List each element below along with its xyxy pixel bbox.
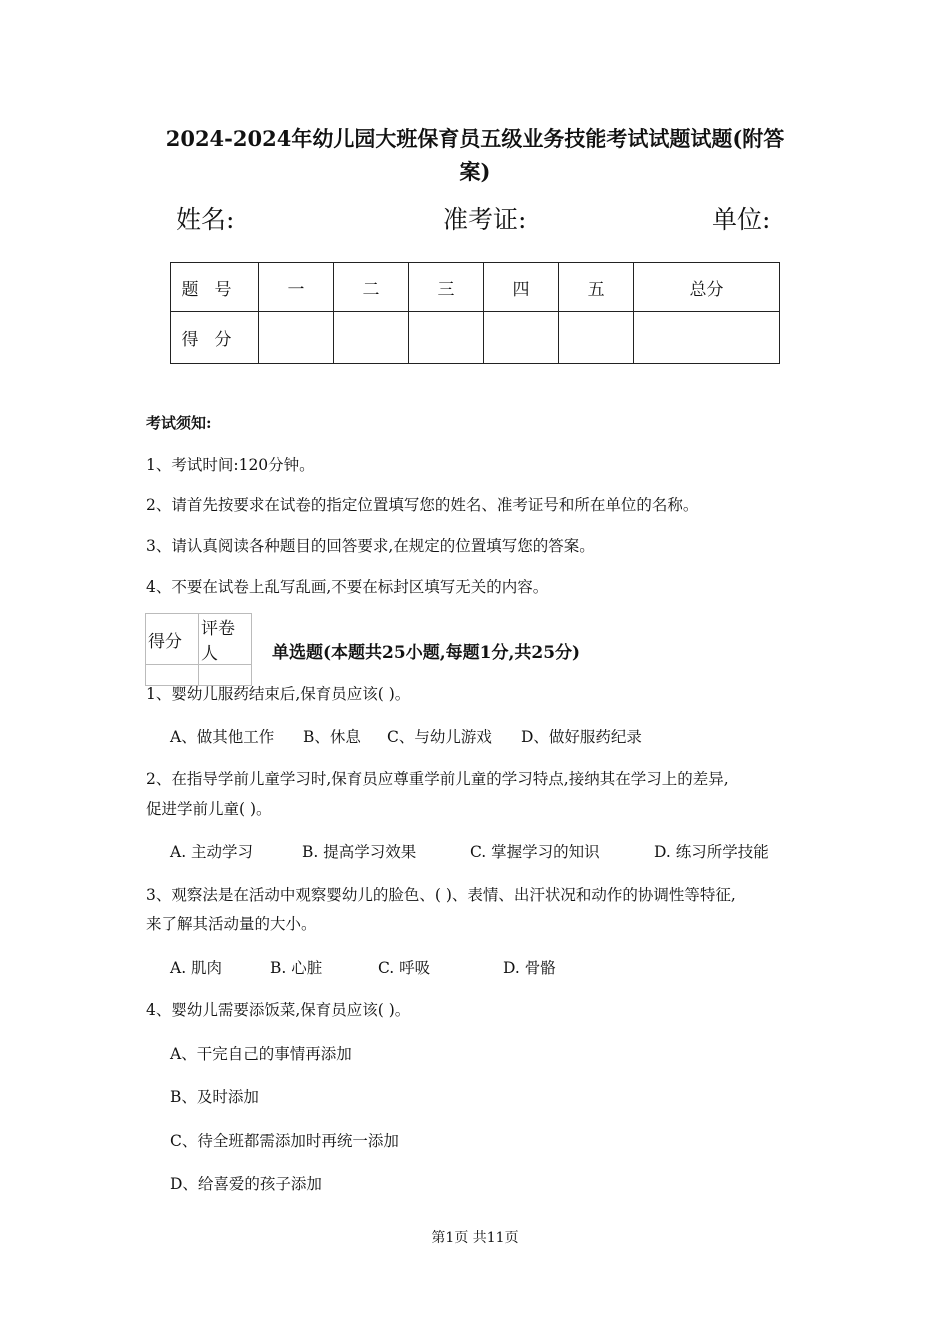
score-table-header-cell: 三 [409,263,484,312]
score-input-cell[interactable] [259,312,334,364]
notice-item: 2、请首先按要求在试卷的指定位置填写您的姓名、准考证号和所在单位的名称。 [146,496,699,514]
score-input-cell[interactable] [409,312,484,364]
question-option: C. 掌握学习的知识 [470,843,600,861]
question-text: 2、在指导学前儿童学习时,保育员应尊重学前儿童的学习特点,接纳其在学习上的差异, [146,770,729,788]
score-table-header-row [171,263,780,312]
question-text: 3、观察法是在活动中观察婴幼儿的脸色、( )、表情、出汗状况和动作的协调性等特征, [146,886,736,904]
score-row-label: 得分 [171,312,259,364]
question-option: A. 肌肉 [170,959,223,977]
score-table-header-cell: 二 [334,263,409,312]
grader-box [145,613,252,686]
page-footer: 第1页 共11页 [431,1230,519,1246]
question-option: D. 骨骼 [503,959,556,977]
score-table-header-cell: 四 [484,263,559,312]
question-option: B、休息 [303,728,361,746]
notice-item: 4、不要在试卷上乱写乱画,不要在标封区填写无关的内容。 [146,578,549,596]
score-input-cell[interactable] [634,312,780,364]
question-option: B、及时添加 [170,1088,259,1106]
score-table-header-cell: 总分 [634,263,780,312]
question-option: C、与幼儿游戏 [387,728,492,746]
notice-heading: 考试须知: [146,414,212,432]
question-option: A、做其他工作 [170,728,275,746]
notice-item: 3、请认真阅读各种题目的回答要求,在规定的位置填写您的答案。 [146,537,595,555]
score-table-header-cell: 一 [259,263,334,312]
question-option: C. 呼吸 [378,959,431,977]
question-option: D、做好服药纪录 [521,728,642,746]
title-line-1: 2024-2024年幼儿园大班保育员五级业务技能考试试题试题(附答 [165,126,785,151]
question-option: A. 主动学习 [170,843,254,861]
name-label: 姓名: [176,205,235,234]
score-input-cell[interactable] [334,312,409,364]
score-input-cell[interactable] [484,312,559,364]
question-option: B. 心脏 [270,959,323,977]
question-text: 来了解其活动量的大小。 [146,915,317,933]
score-table [170,262,780,364]
title-line-2: 案) [459,159,491,184]
question-option: C、待全班都需添加时再统一添加 [170,1132,399,1150]
question-option: B. 提高学习效果 [302,843,417,861]
grader-name-label: 评卷人 [199,614,252,665]
score-table-score-row [171,312,780,364]
score-table-header-cell: 五 [559,263,634,312]
score-input-cell[interactable] [559,312,634,364]
exam-number-label: 准考证: [443,205,527,234]
question-text: 4、婴幼儿需要添饭菜,保育员应该( )。 [146,1001,411,1019]
score-table-header-cell: 题号 [171,263,259,312]
question-option: D、给喜爱的孩子添加 [170,1175,322,1193]
document-title [140,122,810,188]
question-option: D. 练习所学技能 [654,843,769,861]
section-title: 单选题(本题共25小题,每题1分,共25分) [272,643,581,663]
question-text: 促进学前儿童( )。 [146,800,272,818]
notice-item: 1、考试时间:120分钟。 [146,456,315,474]
grader-score-label: 得分 [146,614,199,665]
unit-label: 单位: [712,205,771,234]
question-option: A、干完自己的事情再添加 [170,1045,352,1063]
question-text: 1、婴幼儿服药结束后,保育员应该( )。 [146,685,411,703]
